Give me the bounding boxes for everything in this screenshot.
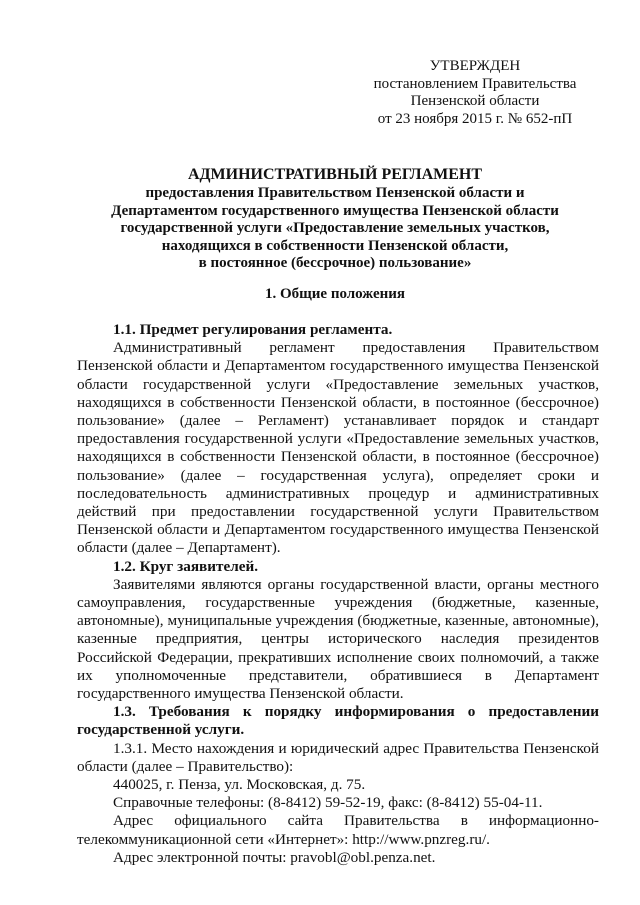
subsection-heading: 1.3. Требования к порядку информирования о предоставлении государственной услуги. <box>77 703 599 739</box>
title-line: находящихся в собственности Пензенской области, <box>161 237 509 254</box>
document-title <box>70 165 600 273</box>
approval-title: УТВЕРЖДЕН <box>429 58 521 74</box>
document-body <box>77 321 599 867</box>
title-line: государственной услуги «Предоставление земельных участков, <box>120 220 550 237</box>
paragraph: 1.3.1. Место нахождения и юридический адрес Правительства Пензенской области (далее – Правительство): <box>77 739 599 775</box>
title-main: АДМИНИСТРАТИВНЫЙ РЕГЛАМЕНТ <box>187 166 483 183</box>
approval-stamp <box>360 58 590 128</box>
phones-line: Справочные телефоны: (8-8412) 59-52-19, факс: (8-8412) 55-04-11. <box>113 794 543 812</box>
title-line: предоставления Правительством Пензенской области и <box>145 185 525 201</box>
approval-line: Пензенской области <box>410 93 540 109</box>
email-line: Адрес электронной почты: pravobl@obl.penza.net. <box>113 848 436 866</box>
approval-date: от 23 ноября 2015 г. № 652-пП <box>377 110 573 127</box>
website-line: Адрес официального сайта Правительства в информационно-телекоммуникационной сети «Интернет»: http://www.pnzreg.ru/. <box>77 812 599 848</box>
subsection-heading: 1.1. Предмет регулирования регламента. <box>113 321 393 338</box>
paragraph: Административный регламент предоставления Правительством Пензенской области и Департаментом государственного имущества Пензенской области государственной услуги «Предоставление земельных участков, находящихся в собственности Пензенской области, в постоянное (бессрочное) пользование» (далее – Регламент) устанавливает порядок и стандарт предоставления государственной услуги «Предоставление земельных участков, находящихся в собственности Пензенской области, в постоянное (бессрочное) пользование» (далее – государственная услуга), определяет сроки и последовательность административных процедур и административных действий при предоставлении государственной услуги Правительством Пензенской области и Департаментом государственного имущества Пензенской области (далее – Департамент). <box>77 339 599 557</box>
approval-line: постановлением Правительства <box>373 75 577 92</box>
title-line: Департаментом государственного имущества Пензенской области <box>111 202 559 219</box>
address-line: 440025, г. Пенза, ул. Московская, д. 75. <box>113 776 366 794</box>
title-line: в постоянное (бессрочное) пользование» <box>198 255 472 272</box>
subsection-heading: 1.2. Круг заявителей. <box>113 557 259 575</box>
paragraph: Заявителями являются органы государственной власти, органы местного самоуправления, государственные учреждения (бюджетные, казенные, автономные), муниципальные учреждения (бюджетные, казенные, автономные), казенные предприятия, центры исторического наследия президентов Российской Федерации, прекративших исполнение своих полномочий, а также их уполномоченные представители, обратившиеся в Департамент государственного имущества Пензенской области. <box>77 575 599 703</box>
section-heading: 1. Общие положения <box>264 286 406 302</box>
